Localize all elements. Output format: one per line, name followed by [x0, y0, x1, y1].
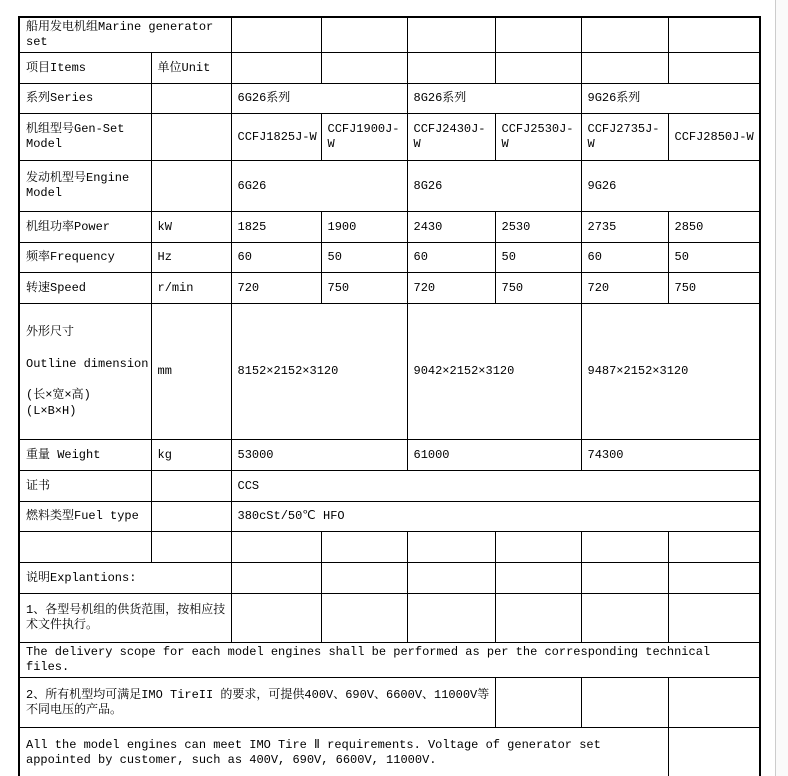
row-label-cell: 项目Items — [19, 53, 151, 84]
model-cell: CCFJ2530J-W — [495, 114, 581, 161]
model-cell: CCFJ1825J-W — [231, 114, 321, 161]
engine-model-cell: 6G26 — [231, 161, 407, 212]
label-line: (L×B×H) — [26, 403, 77, 418]
fuel-type-cell: 380cSt/50℃ HFO — [231, 502, 760, 532]
empty-cell — [231, 532, 321, 563]
empty-cell — [668, 532, 760, 563]
empty-cell — [321, 594, 407, 643]
series-cell: 9G26系列 — [581, 84, 760, 114]
row-label-cell — [19, 304, 151, 440]
label-line: Outline dimension — [26, 356, 149, 371]
row-label-cell: 证书 — [19, 471, 151, 502]
empty-cell — [231, 17, 321, 53]
value-cell: 50 — [495, 243, 581, 273]
table-row — [19, 594, 760, 643]
table-row — [19, 161, 760, 212]
unit-header-cell: 单位Unit — [151, 53, 231, 84]
value-cell: 2850 — [668, 212, 760, 243]
row-label-cell: 频率Frequency — [19, 243, 151, 273]
empty-cell — [581, 532, 668, 563]
empty-cell — [581, 53, 668, 84]
empty-cell — [581, 563, 668, 594]
table-row — [19, 304, 760, 440]
empty-cell — [321, 563, 407, 594]
scrollbar-track[interactable] — [775, 0, 788, 776]
engine-model-cell: 8G26 — [407, 161, 581, 212]
engine-model-cell: 9G26 — [581, 161, 760, 212]
row-label-cell: 机组型号Gen-Set Model — [19, 114, 151, 161]
unit-cell: kW — [151, 212, 231, 243]
value-cell: 53000 — [231, 440, 407, 471]
note-cn-cell: 1、各型号机组的供货范围，按相应技术文件执行。 — [19, 594, 231, 643]
table-row — [19, 643, 760, 678]
empty-cell — [321, 532, 407, 563]
dimension-cell: 8152×2152×3120 — [231, 304, 407, 440]
empty-cell — [231, 53, 321, 84]
unit-cell — [151, 471, 231, 502]
empty-cell — [668, 728, 760, 776]
row-label-cell: 燃料类型Fuel type — [19, 502, 151, 532]
table-row — [19, 532, 760, 563]
value-cell: 1900 — [321, 212, 407, 243]
table-row — [19, 114, 760, 161]
table-row — [19, 678, 760, 728]
empty-cell — [495, 594, 581, 643]
table-row — [19, 53, 760, 84]
value-cell: 74300 — [581, 440, 760, 471]
table-row — [19, 728, 760, 776]
unit-cell: kg — [151, 440, 231, 471]
empty-cell — [321, 53, 407, 84]
unit-cell — [151, 502, 231, 532]
label-line: (长×宽×高) — [26, 387, 91, 402]
value-cell: 60 — [407, 243, 495, 273]
value-cell: 720 — [581, 273, 668, 304]
empty-cell — [581, 17, 668, 53]
empty-cell — [407, 17, 495, 53]
unit-cell: r/min — [151, 273, 231, 304]
value-cell: 50 — [668, 243, 760, 273]
empty-cell — [495, 678, 581, 728]
dimension-cell: 9042×2152×3120 — [407, 304, 581, 440]
note-cn-cell: 2、所有机型均可满足IMO TireII 的要求，可提供400V、690V、6600V、11000V等不同电压的产品。 — [19, 678, 495, 728]
certificate-cell: CCS — [231, 471, 760, 502]
label-line: 外形尺寸 — [26, 324, 75, 339]
empty-cell — [495, 563, 581, 594]
value-cell: 60 — [231, 243, 321, 273]
value-cell: 720 — [231, 273, 321, 304]
spec-table — [18, 16, 761, 776]
empty-cell — [407, 532, 495, 563]
row-label-cell: 系列Series — [19, 84, 151, 114]
table-row — [19, 440, 760, 471]
row-label-cell: 重量 Weight — [19, 440, 151, 471]
unit-cell — [151, 161, 231, 212]
empty-cell — [407, 563, 495, 594]
empty-cell — [581, 678, 668, 728]
empty-cell — [668, 17, 760, 53]
empty-cell — [668, 563, 760, 594]
value-cell: 2735 — [581, 212, 668, 243]
empty-cell — [495, 53, 581, 84]
value-cell: 61000 — [407, 440, 581, 471]
row-label-cell: 转速Speed — [19, 273, 151, 304]
value-cell: 50 — [321, 243, 407, 273]
series-cell: 6G26系列 — [231, 84, 407, 114]
model-cell: CCFJ2430J-W — [407, 114, 495, 161]
table-title-cell: 船用发电机组Marine generator set — [19, 17, 231, 53]
empty-cell — [668, 594, 760, 643]
table-row — [19, 502, 760, 532]
note-en-cell: All the model engines can meet IMO Tire Ⅱ requirements. Voltage of generator set appointed by customer, such as 400V, 690V, 6600V, 11000V. — [19, 728, 668, 776]
empty-cell — [231, 563, 321, 594]
value-cell: 2430 — [407, 212, 495, 243]
table-row — [19, 471, 760, 502]
row-label-cell: 机组功率Power — [19, 212, 151, 243]
row-label-cell: 发动机型号Engine Model — [19, 161, 151, 212]
model-cell: CCFJ2850J-W — [668, 114, 760, 161]
unit-cell — [151, 114, 231, 161]
model-cell: CCFJ1900J-W — [321, 114, 407, 161]
note-en-cell: The delivery scope for each model engines shall be performed as per the corresponding technical files. — [19, 643, 760, 678]
value-cell: 720 — [407, 273, 495, 304]
empty-cell — [407, 53, 495, 84]
series-cell: 8G26系列 — [407, 84, 581, 114]
model-cell: CCFJ2735J-W — [581, 114, 668, 161]
empty-cell — [581, 594, 668, 643]
value-cell: 60 — [581, 243, 668, 273]
empty-cell — [407, 594, 495, 643]
table-row — [19, 273, 760, 304]
value-cell: 750 — [321, 273, 407, 304]
unit-cell — [151, 84, 231, 114]
explanations-header-cell: 说明Explantions: — [19, 563, 231, 594]
table-row — [19, 212, 760, 243]
empty-cell — [151, 532, 231, 563]
empty-cell — [231, 594, 321, 643]
empty-cell — [668, 678, 760, 728]
empty-cell — [495, 532, 581, 563]
table-row — [19, 84, 760, 114]
dimension-cell: 9487×2152×3120 — [581, 304, 760, 440]
empty-cell — [668, 53, 760, 84]
empty-cell — [321, 17, 407, 53]
table-row — [19, 243, 760, 273]
value-cell: 750 — [495, 273, 581, 304]
empty-cell — [495, 17, 581, 53]
unit-cell: Hz — [151, 243, 231, 273]
value-cell: 750 — [668, 273, 760, 304]
unit-cell: mm — [151, 304, 231, 440]
empty-cell — [19, 532, 151, 563]
value-cell: 1825 — [231, 212, 321, 243]
spec-table-body — [19, 17, 760, 776]
table-row — [19, 17, 760, 53]
value-cell: 2530 — [495, 212, 581, 243]
table-row — [19, 563, 760, 594]
